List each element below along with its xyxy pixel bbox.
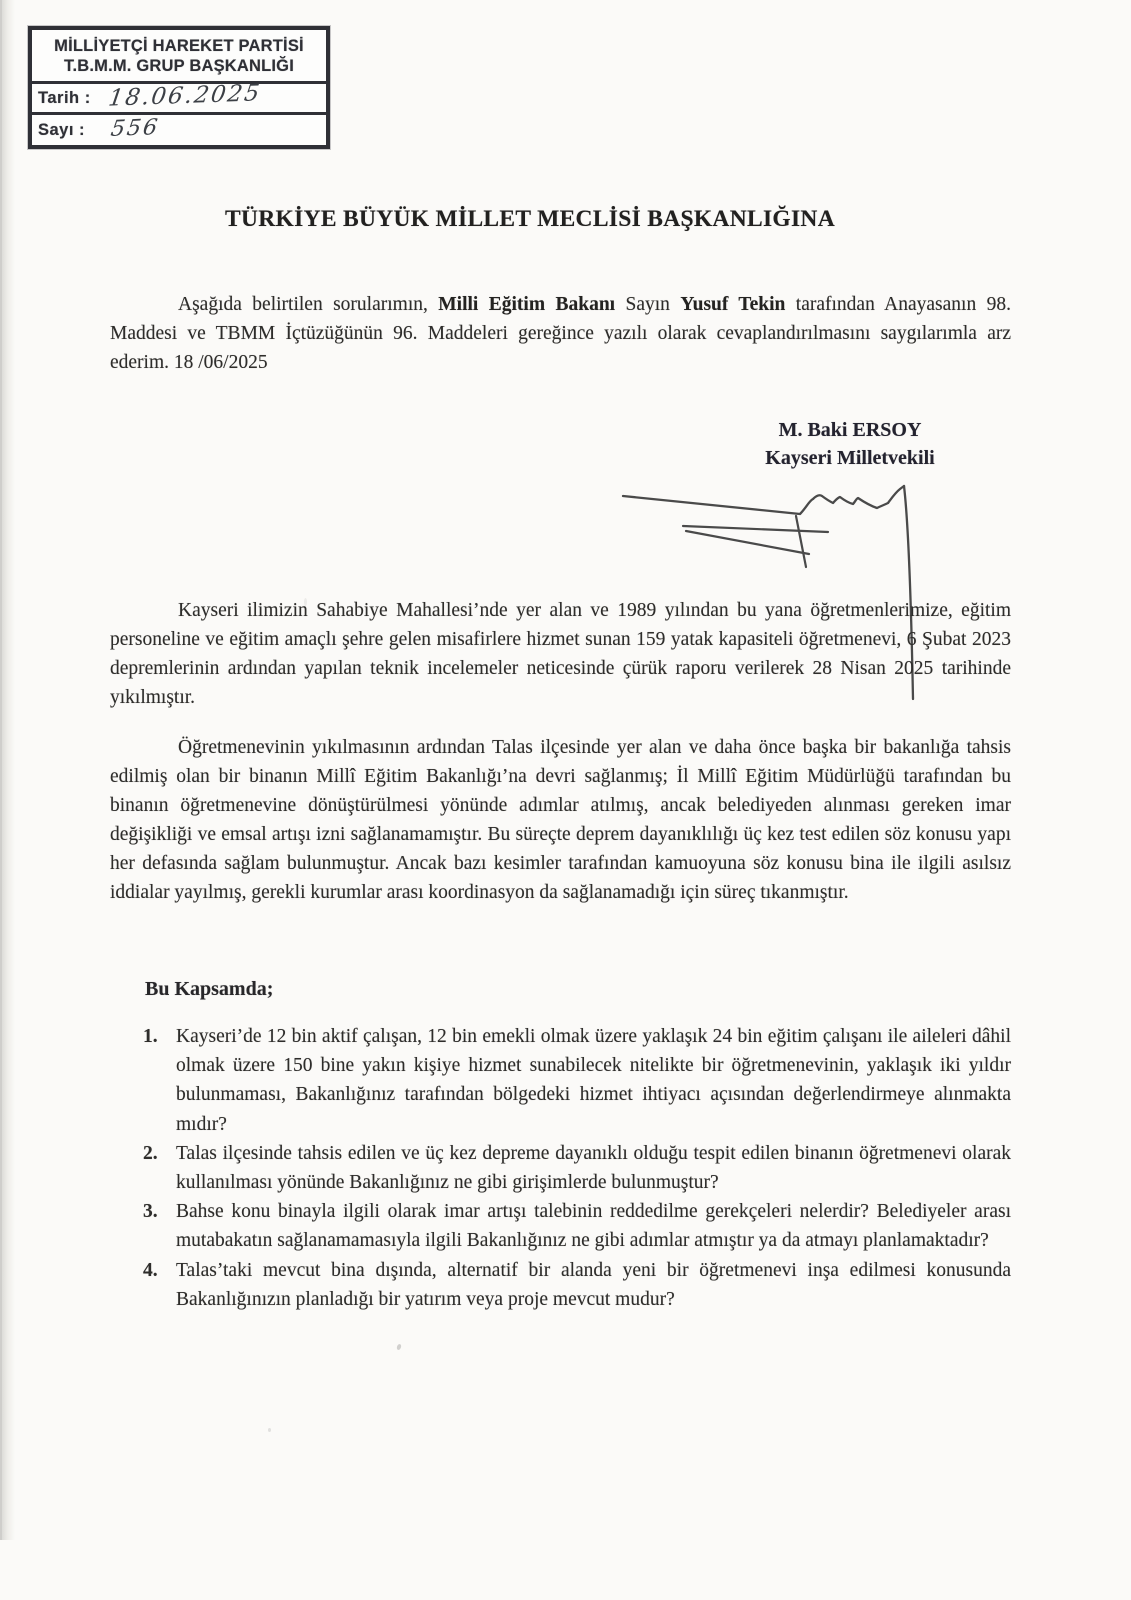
question-number: 3. [143, 1201, 158, 1223]
signature-block [750, 416, 950, 472]
scan-speck [268, 1428, 271, 1432]
question-text: Talas’taki mevcut bina dışında, alternatif bir alanda yeni bir öğretmenevi inşa edilmesi konusunda Bakanlığınızın planladığı bir yatırım veya proje mevcut mudur? [176, 1259, 1011, 1310]
question-number: 4. [143, 1259, 158, 1281]
document-title: TÜRKİYE BÜYÜK MİLLET MECLİSİ BAŞKANLIĞINA [225, 206, 835, 232]
question-text: Bahse konu binayla ilgili olarak imar artışı talebinin reddedilme gerekçeleri nelerdir? Belediyeler arası mutabakatın sağlanamamasıyla ilgili Bakanlığınız ne gibi adımlar atmıştır ya da atmayı planlamaktadır? [176, 1201, 1011, 1252]
question-item [143, 1256, 1011, 1314]
question-list [143, 1022, 1011, 1314]
minister-name: Yusuf Tekin [680, 294, 786, 315]
stamp-group-chairmanship: T.B.M.M. GRUP BAŞKANLIĞI [64, 57, 294, 75]
stamp-date-label: Tarih : [38, 88, 91, 107]
question-item [143, 1022, 1011, 1139]
intro-text: Aşağıda belirtilen sorularımın, [178, 294, 439, 315]
question-text: Kayseri’de 12 bin aktif çalışan, 12 bin emekli olmak üzere yaklaşık 24 bin eğitim çalışanı ile aileleri dâhil olmak üzere 150 bine yakın kişiye hizmet sunabilecek nitelikte bir öğretmenevinin, yaklaşık iki yıldır bulunmaması, Bakanlığınız tarafından bölgedeki hizmet ihtiyacı açısından değerlendirmeye alınmakta mıdır? [176, 1026, 1011, 1135]
stamp-number-label: Sayı : [38, 120, 86, 139]
stamp-number-value-handwritten: 556 [109, 114, 161, 142]
stamp-date-row [32, 81, 326, 112]
scan-speck [396, 1343, 402, 1350]
stamp-number-row [32, 112, 326, 145]
question-item [143, 1139, 1011, 1197]
question-text: Talas ilçesinde tahsis edilen ve üç kez depreme dayanıklı olduğu tespit edilen binanın öğretmenevi olarak kullanılması yönünde Bakanlığınız ne gibi girişimlerde bulunmuştur? [176, 1142, 1011, 1194]
stamp-party-name: MİLLİYETÇİ HAREKET PARTİSİ [54, 37, 304, 55]
body-paragraph-2: Öğretmenevinin yıkılmasının ardından Talas ilçesinde yer alan ve daha önce başka bir bakanlığa tahsis edilmiş olan bir binanın Millî Eğitim Bakanlığı’na devri sağlanmış; İl Millî Eğitim Müdürlüğü tarafından bu binanın öğretmenevine dönüştürülmesi yönünde adımlar atılmış, ancak belediyeden alınması gereken imar değişikliği ve emsal artışı izni sağlanamamıştır. Bu süreçte deprem dayanıklılığı üç kez test edilen söz konusu yapı her defasında sağlam bulunmuştur. Ancak bazı kesimler tarafından kamuoyuna söz konusu bina ile ilgili asılsız iddialar yayılmış, gerekli kurumlar arası koordinasyon da sağlanamadığı için süreç tıkanmıştır. [110, 737, 1011, 903]
stamp-date-value-handwritten: 18.06.2025 [106, 80, 263, 112]
intro-text: tarafından Anayasanın 98. Maddesi ve TBMM İçtüzüğünün 96. Maddeleri gereğince yazılı olarak cevaplandırılmasını saygılarımla arz ederim. 18 /06/2025 [110, 294, 1011, 373]
question-number: 1. [143, 1026, 158, 1047]
stamp-header [32, 30, 326, 81]
question-item [143, 1197, 1011, 1255]
intro-text: Sayın [615, 294, 681, 315]
signatory-name: M. Baki ERSOY [778, 419, 922, 441]
body-paragraph-1: Kayseri ilimizin Sahabiye Mahallesi’nde yer alan ve 1989 yılından bu yana öğretmenlerimize, eğitim personeline ve eğitim amaçlı şehre gelen misafirlere hizmet sunan 159 yatak kapasiteli öğretmenevi, 6 Şubat 2023 depremlerinin ardından yapılan teknik incelemeler neticesinde çürük raporu verilerek 28 Nisan 2025 tarihinde yıkılmıştır. [110, 600, 1011, 708]
scan-edge-artifact [0, 0, 15, 1540]
signatory-role: Kayseri Milletvekili [765, 447, 935, 469]
minister-title: Milli Eğitim Bakanı [438, 294, 616, 315]
party-group-stamp [28, 26, 330, 149]
section-heading: Bu Kapsamda; [145, 978, 274, 1000]
intro-paragraph [110, 290, 1011, 377]
question-number: 2. [143, 1142, 158, 1164]
